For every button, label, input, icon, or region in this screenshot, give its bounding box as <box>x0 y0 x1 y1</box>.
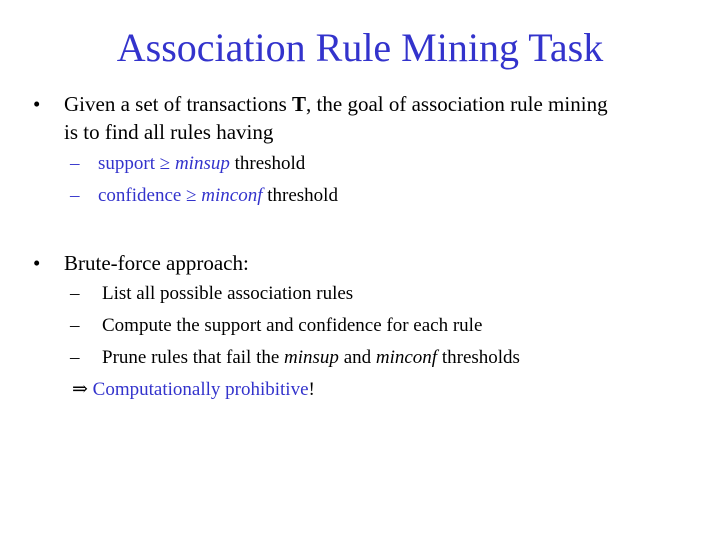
bullet-2-text: Brute-force approach: <box>64 251 249 275</box>
confidence-text <box>98 184 338 208</box>
slide-title: Association Rule Mining Task <box>116 25 604 70</box>
support-tail: threshold <box>229 153 306 174</box>
minsup-term: minsup <box>284 347 339 368</box>
bullet-1-text-pre: Given a set of transactions <box>64 92 293 116</box>
prune-mid: and <box>338 347 376 368</box>
bullet-1 <box>33 91 703 147</box>
prune-post: thresholds <box>437 347 520 368</box>
conclusion <box>72 378 315 402</box>
dash-symbol: – <box>70 283 80 304</box>
bullet-1-line-1 <box>64 91 608 117</box>
prune-pre: Prune rules that fail the <box>102 347 285 368</box>
implies-arrow-icon: ⇒ <box>72 379 88 400</box>
conclusion-text: Computationally prohibitive <box>87 379 309 400</box>
support-text <box>98 152 305 176</box>
dash-symbol: – <box>70 185 80 206</box>
confidence-tail: threshold <box>262 185 338 206</box>
prune-text <box>102 346 520 370</box>
geq-symbol: ≥ <box>159 153 171 174</box>
geq-symbol: ≥ <box>186 185 197 206</box>
bullet-dot: • <box>33 251 41 275</box>
dash-symbol: – <box>70 153 80 174</box>
support-label: support <box>98 153 160 174</box>
confidence-label: confidence <box>98 185 187 206</box>
minconf-term: minconf <box>196 185 263 206</box>
list-rules-text: List all possible association rules <box>102 283 354 304</box>
conclusion-bang: ! <box>308 379 315 400</box>
bullet-dot: • <box>33 92 41 116</box>
bullet-1-text-post: , the goal of association rule mining <box>306 92 608 116</box>
bullet-1-line-2: is to find all rules having <box>64 120 274 144</box>
minsup-term: minsup <box>170 153 230 174</box>
compute-text: Compute the support and confidence for each rule <box>102 315 483 336</box>
dash-symbol: – <box>70 347 80 368</box>
transactions-symbol: T <box>292 92 307 116</box>
dash-symbol: – <box>70 315 80 336</box>
minconf-term: minconf <box>375 347 438 368</box>
bullet-2 <box>33 250 703 278</box>
